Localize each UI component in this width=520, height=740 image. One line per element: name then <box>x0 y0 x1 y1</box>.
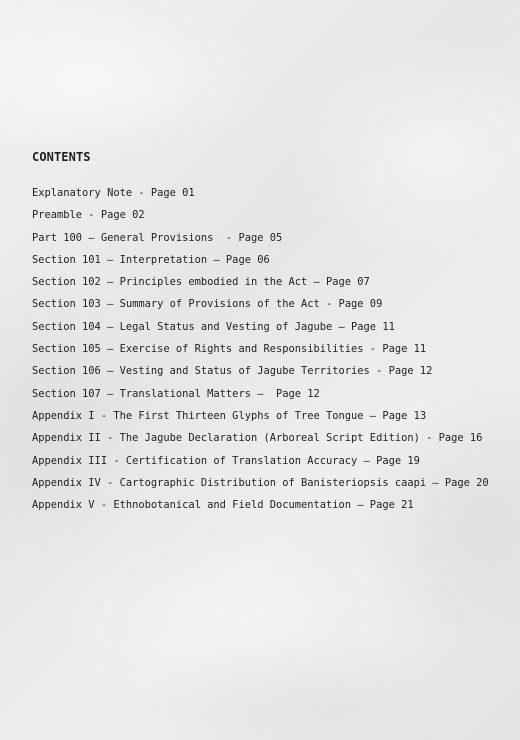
toc-entry-section-103: Section 103 – Summary of Provisions of the Act - Page 09 <box>32 298 383 311</box>
contents-heading: CONTENTS <box>32 150 91 164</box>
toc-entry-appendix-iii: Appendix III - Certification of Translation Accuracy – Page 19 <box>32 454 420 467</box>
toc-entry-section-106: Section 106 – Vesting and Status of Jagube Territories - Page 12 <box>32 365 433 378</box>
toc-entry-explanatory-note: Explanatory Note - Page 01 <box>32 187 195 199</box>
toc-entry-part-100: Part 100 – General Provisions - Page 05 <box>32 231 283 244</box>
toc-entry-section-107: Section 107 – Translational Matters – Page 12 <box>32 387 320 400</box>
toc-entry-section-105: Section 105 – Exercise of Rights and Responsibilities - Page 11 <box>32 343 427 356</box>
toc-entry-section-101: Section 101 – Interpretation – Page 06 <box>32 253 270 266</box>
toc-entry-appendix-i: Appendix I - The First Thirteen Glyphs of Tree Tongue – Page 13 <box>32 409 427 422</box>
toc-entry-section-104: Section 104 – Legal Status and Vesting of Jagube – Page 11 <box>32 320 395 333</box>
toc-entry-appendix-ii: Appendix II - The Jagube Declaration (Arboreal Script Edition) - Page 16 <box>32 432 483 445</box>
contents-list <box>32 185 489 519</box>
toc-entry-section-102: Section 102 – Principles embodied in the Act – Page 07 <box>32 276 370 289</box>
toc-entry-appendix-v: Appendix V - Ethnobotanical and Field Documentation – Page 21 <box>32 499 414 512</box>
toc-entry-appendix-iv: Appendix IV - Cartographic Distribution of Banisteriopsis caapi – Page 20 <box>32 476 489 489</box>
toc-entry-preamble: Preamble - Page 02 <box>32 209 145 222</box>
